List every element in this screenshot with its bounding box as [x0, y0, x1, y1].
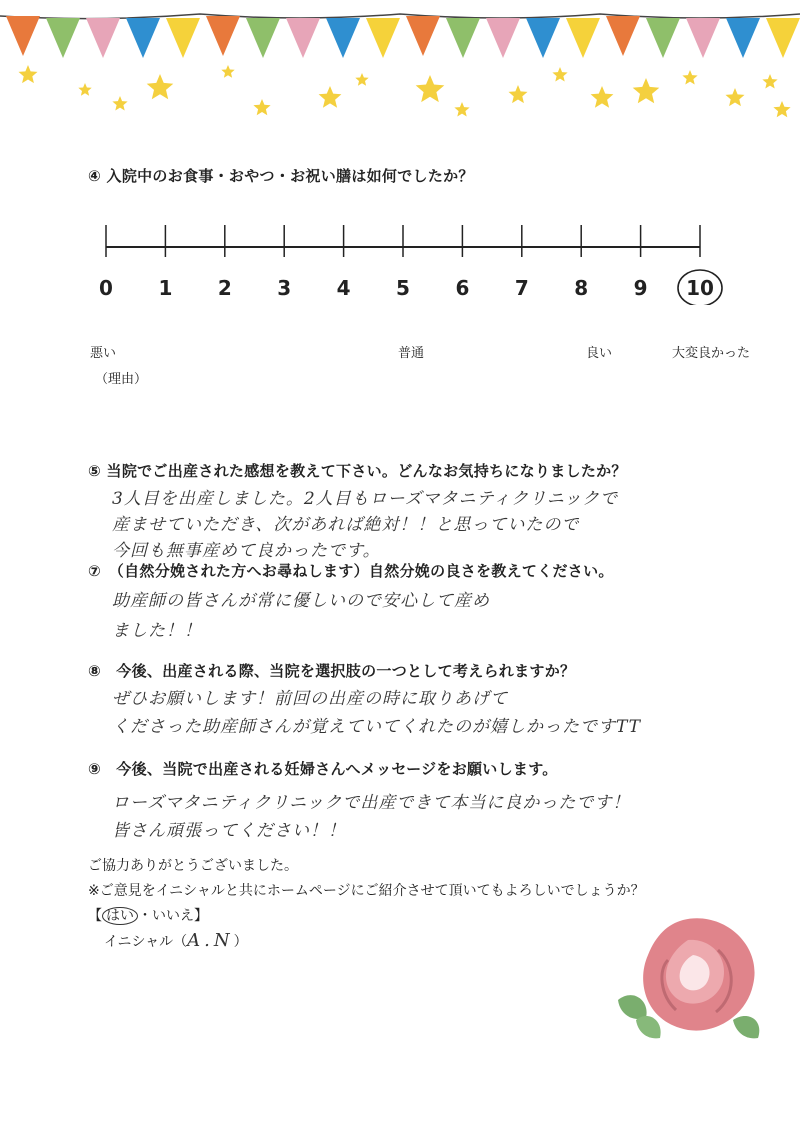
initial-value: A.N: [187, 930, 234, 951]
bunting-flag: [446, 18, 480, 58]
q5-answer-line: 産ませていただき、次があれば絶対！！と思っていたので: [112, 515, 580, 535]
scale-number: 7: [514, 276, 529, 300]
scale-number: 2: [217, 276, 232, 300]
label-good: 良い: [586, 346, 613, 361]
star-icon: [591, 86, 614, 108]
reason-label: （理由）: [95, 372, 148, 387]
star-icon: [253, 99, 270, 115]
q7-answer-line: 助産師の皆さんが常に優しいので安心して産め: [112, 591, 490, 611]
bunting-flag: [606, 16, 640, 56]
consent-question: ※ご意見をイニシャルと共にホームページにご紹介させて頂いてもよろしいでしょうか？: [88, 883, 645, 899]
thanks-text: ご協力ありがとうございました。: [88, 858, 298, 874]
bunting-flag: [206, 16, 240, 56]
bunting-flag: [166, 18, 200, 58]
scale-number: 0: [99, 276, 113, 300]
star-icon: [509, 85, 528, 103]
star-icon: [454, 102, 469, 117]
bunting-flag: [646, 18, 680, 58]
scale-number: 4: [336, 276, 351, 300]
q9-answer-line: ローズマタニティクリニックで出産できて本当に良かったです！: [112, 793, 631, 813]
question-9-title: ⑨ 今後、当院で出産される妊婦さんへメッセージをお願いします。: [88, 760, 558, 778]
bunting-flag: [366, 18, 400, 58]
q5-answer-line: 今回も無事産めて良かったです。: [112, 541, 381, 561]
initial-label: イニシャル（: [104, 934, 188, 950]
bunting-flag: [326, 18, 360, 58]
initial-close: ）: [233, 934, 248, 950]
star-icon: [112, 96, 127, 111]
bracket-close: 】: [194, 908, 208, 924]
label-normal: 普通: [398, 346, 425, 361]
q8-answer-line: ぜひお願いします！前回の出産の時に取りあげて: [112, 689, 508, 709]
star-icon: [147, 74, 174, 99]
scale-number: 3: [277, 276, 292, 300]
star-icon: [682, 70, 697, 85]
scale-number: 10: [686, 276, 714, 300]
initial-line: [104, 930, 248, 951]
star-icon: [355, 73, 368, 86]
question-7-title: ⑦ （自然分娩された方へお尋ねします）自然分娩の良さを教えてください。: [88, 562, 614, 580]
scale-number: 6: [455, 276, 470, 300]
label-bad: 悪い: [90, 346, 117, 361]
bunting-flag: [46, 18, 80, 58]
label-very-good: 大変良かった: [672, 346, 751, 361]
star-icon: [416, 75, 445, 102]
bunting-flag: [486, 18, 520, 58]
q7-answer-line: ました！！: [112, 621, 202, 641]
star-icon: [78, 83, 91, 96]
star-icon: [19, 65, 38, 83]
bunting-flag: [86, 18, 120, 58]
star-icon: [633, 78, 660, 103]
bunting-banner: [0, 0, 800, 130]
star-icon: [726, 88, 745, 106]
separator: ・: [138, 908, 152, 924]
question-4-title: ④ 入院中のお食事・おやつ・お祝い膳は如何でしたか？: [88, 167, 474, 185]
bunting-flag: [566, 18, 600, 58]
bracket-open: 【: [88, 908, 102, 924]
bunting-flag: [6, 16, 40, 56]
star-icon: [773, 101, 790, 117]
rose-illustration: [598, 900, 768, 1050]
bunting-flag: [726, 18, 760, 58]
q5-answer-line: 3人目を出産しました。2人目もローズマタニティクリニックで: [112, 489, 619, 509]
q9-answer-line: 皆さん頑張ってください！！: [112, 821, 346, 841]
star-icon: [319, 86, 342, 108]
scale-number: 1: [158, 276, 173, 300]
bunting-flag: [126, 18, 160, 58]
star-icon: [762, 74, 777, 89]
star-icon: [221, 65, 234, 78]
question-5-title: ⑤ 当院でご出産された感想を教えて下さい。どんなお気持ちになりましたか？: [88, 462, 627, 480]
question-8-title: ⑧ 今後、出産される際、当院を選択肢の一つとして考えられますか？: [88, 662, 576, 680]
scale-number: 5: [396, 276, 410, 300]
choice-yes-circled: はい: [102, 907, 138, 925]
consent-choice: [88, 905, 208, 925]
bunting-flag: [286, 18, 320, 58]
bunting-flag: [406, 16, 440, 56]
rating-scale: [90, 215, 730, 305]
bunting-flag: [246, 18, 280, 58]
scale-number: 9: [633, 276, 648, 300]
star-icon: [552, 67, 567, 82]
bunting-flag: [526, 18, 560, 58]
bunting-flag: [686, 18, 720, 58]
q8-answer-line: くださった助産師さんが覚えていてくれたのが嬉しかったですTT: [112, 717, 641, 737]
scale-number: 8: [574, 276, 589, 300]
choice-no: いいえ: [152, 908, 194, 924]
bunting-flag: [766, 18, 800, 58]
